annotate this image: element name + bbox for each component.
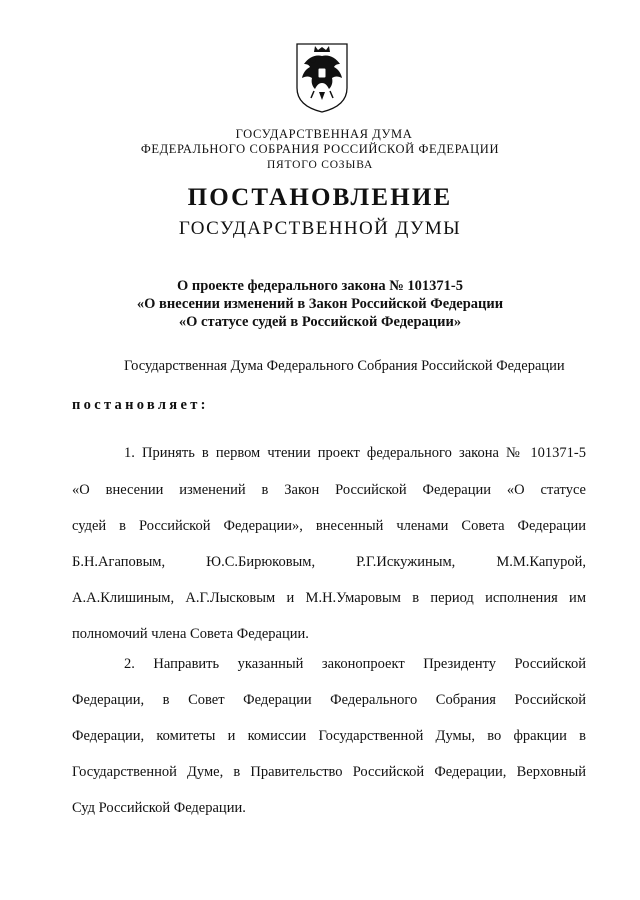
subject-line-2: «О внесении изменений в Закон Российской Федерации	[136, 296, 504, 312]
resolves-text: постановляет:	[72, 397, 209, 413]
p1-line-2: «О внесении изменений в Закон Российской Федерации «О статусе	[72, 482, 586, 498]
p2-line-1: 2. Направить указанный законопроект Президенту Российской	[124, 656, 586, 672]
p2-line-3: Федерации, комитеты и комиссии Государственной Думы, во фракции в	[72, 728, 586, 744]
subject-line-3: «О статусе судей в Российской Федерации»	[178, 314, 462, 330]
org-line-1: ГОСУДАРСТВЕННАЯ ДУМА	[235, 127, 413, 141]
p1-line-4: Б.Н.Агаповым, Ю.С.Бирюковым, Р.Г.Искужиным, М.М.Капурой,	[72, 554, 586, 570]
document-title: ПОСТАНОВЛЕНИЕ	[187, 184, 453, 211]
p1-line-3: судей в Российской Федерации», внесенный членами Совета Федерации	[72, 518, 586, 534]
org-line-3: ПЯТОГО СОЗЫВА	[266, 159, 374, 171]
p2-line-4: Государственной Думе, в Правительство Российской Федерации, Верховный	[72, 764, 586, 780]
document-subtitle: ГОСУДАРСТВЕННОЙ ДУМЫ	[178, 218, 462, 239]
p2-line-5: Суд Российской Федерации.	[72, 800, 246, 816]
double-headed-eagle-icon	[291, 36, 353, 114]
subject-line-1: О проекте федерального закона № 101371-5	[176, 278, 464, 294]
p1-line-6: полномочий члена Совета Федерации.	[72, 626, 309, 642]
org-line-2: ФЕДЕРАЛЬНОГО СОБРАНИЯ РОССИЙСКОЙ ФЕДЕРАЦИИ	[140, 142, 500, 156]
p1-line-1: 1. Принять в первом чтении проект федерального закона № 101371-5	[124, 445, 586, 461]
intro-text: Государственная Дума Федерального Собрания Российской Федерации	[124, 358, 565, 374]
p2-line-2: Федерации, в Совет Федерации Федерального Собрания Российской	[72, 692, 586, 708]
p1-line-5: А.А.Клишиным, А.Г.Лысковым и М.Н.Умаровым в период исполнения им	[72, 590, 586, 606]
